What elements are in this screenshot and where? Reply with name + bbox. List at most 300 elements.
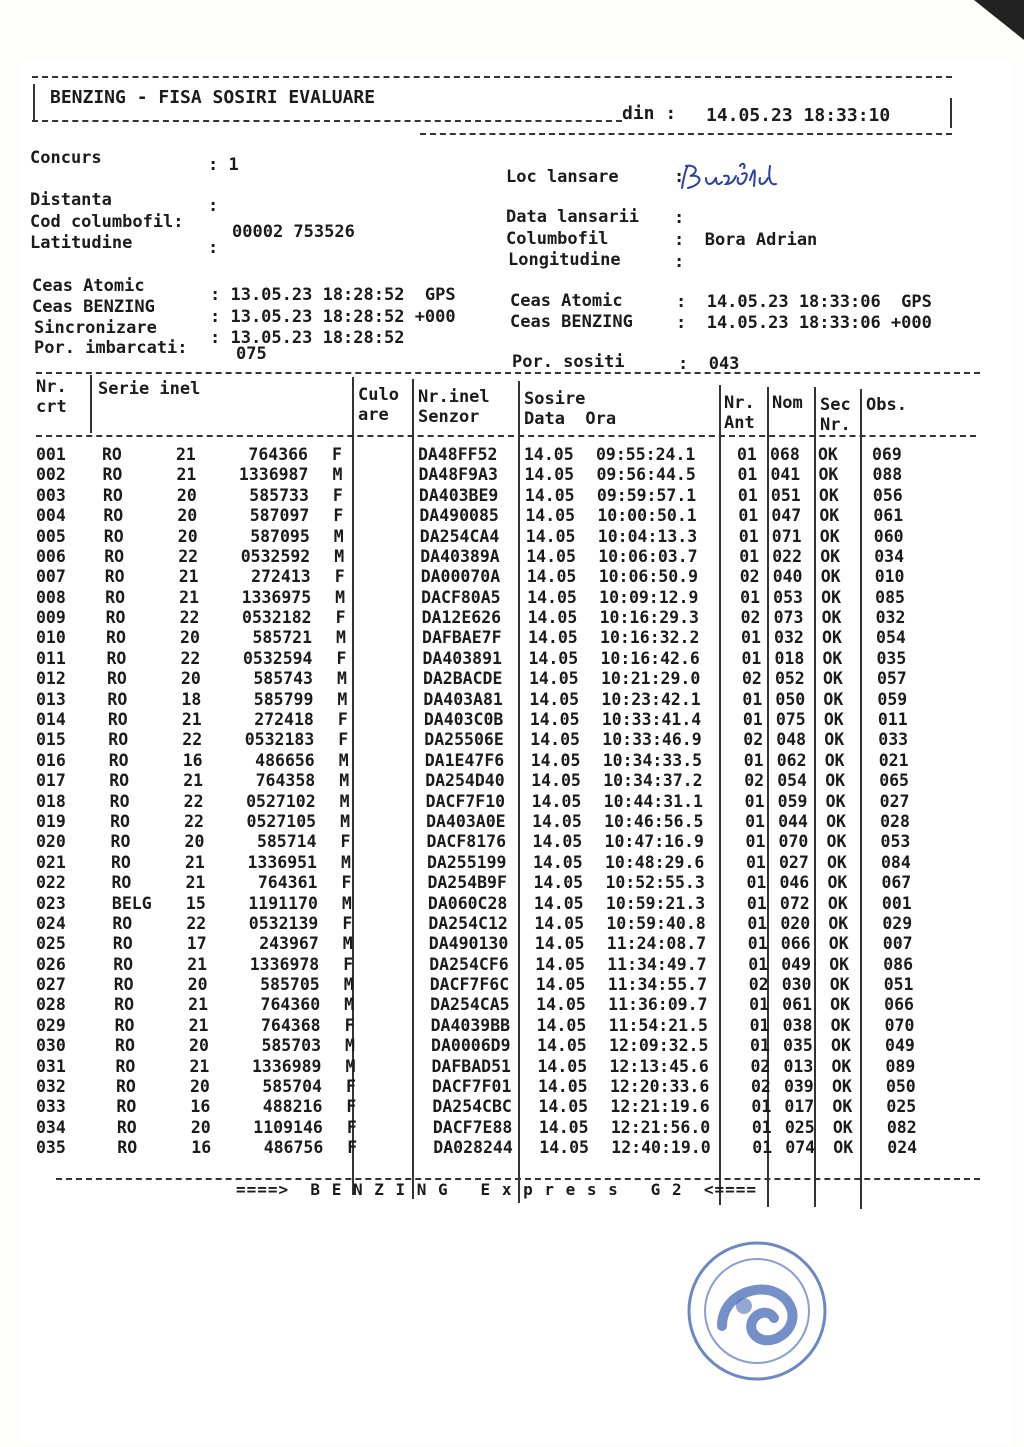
row-sensor: DA254CBC (432, 1097, 512, 1117)
row-country: RO (104, 546, 125, 566)
row-ant: 02 (739, 567, 760, 587)
row-sec: OK (830, 995, 851, 1015)
header-serie-inel: Serie inel (98, 379, 201, 399)
row-sex: M (339, 791, 350, 811)
row-nom: 020 (780, 913, 811, 933)
row-nom: 049 (781, 954, 812, 974)
row-obs: 051 (883, 975, 914, 995)
row-nom: 066 (780, 934, 811, 954)
longitudine-label: Longitudine (508, 250, 621, 270)
row-nom: 071 (771, 526, 802, 546)
row-sex: F (336, 648, 347, 668)
row-time: 10:59:21.3 (605, 893, 706, 913)
row-obs: 053 (880, 832, 911, 852)
row-ant: 01 (742, 689, 763, 709)
row-ant: 01 (749, 995, 770, 1015)
concurs-label: Concurs (30, 148, 102, 168)
row-sec: OK (822, 648, 843, 668)
row-ant: 01 (743, 750, 764, 770)
row-ring: 1336978 (249, 954, 320, 974)
row-ant: 01 (737, 465, 758, 485)
row-date: 14.05 (528, 669, 579, 689)
table-row (36, 506, 976, 526)
row-obs: 001 (881, 893, 912, 913)
row-time: 10:33:46.9 (602, 730, 702, 750)
row-time: 10:09:12.9 (599, 587, 699, 607)
row-sensor: DA490130 (428, 934, 509, 954)
row-sec: OK (832, 1097, 853, 1117)
row-obs: 028 (880, 811, 910, 831)
header-top-border (32, 76, 952, 78)
table-row (36, 648, 976, 668)
table-row (36, 689, 976, 709)
loc-lansare-label: Loc lansare (506, 167, 619, 187)
row-country: RO (108, 730, 129, 750)
table-body (36, 445, 976, 1158)
row-ring: 585743 (253, 669, 313, 689)
row-year: 15 (185, 893, 206, 913)
row-ring: 0532594 (242, 648, 313, 668)
row-ring: 1109146 (253, 1117, 323, 1137)
row-time: 10:16:42.6 (600, 648, 700, 668)
cod-columbofil-label: Cod columbofil: (30, 212, 184, 232)
row-country: RO (106, 669, 127, 689)
row-sec: OK (830, 1015, 851, 1035)
latitudine-value: : (208, 238, 219, 258)
row-obs: 010 (874, 567, 905, 587)
row-sec: OK (826, 832, 847, 852)
table-row (36, 952, 976, 972)
row-year: 20 (187, 975, 208, 995)
header-left-border (33, 84, 35, 120)
row-country: RO (102, 465, 123, 485)
row-nom: 040 (772, 567, 803, 587)
row-nom: 062 (776, 750, 807, 770)
row-sec: OK (827, 852, 847, 872)
row-sex: F (346, 1097, 357, 1117)
row-nr: 004 (36, 506, 66, 526)
row-date: 14.05 (530, 750, 581, 770)
header-mid-border (32, 120, 622, 122)
row-sensor: DA028244 (433, 1138, 513, 1158)
row-obs: 088 (872, 465, 903, 485)
row-date: 14.05 (537, 1076, 588, 1096)
row-year: 20 (180, 628, 200, 648)
table-row (36, 770, 976, 790)
row-sensor: DA48F9A3 (418, 465, 498, 485)
header-nom: Nom (772, 393, 803, 413)
row-nr: 017 (36, 771, 66, 791)
row-obs: 007 (882, 934, 913, 954)
header-nr-inel-senzor: Nr.inel Senzor (418, 387, 490, 427)
row-sensor: DA254C12 (428, 913, 508, 933)
row-sensor: DACF7F10 (425, 791, 506, 811)
row-date: 14.05 (538, 1097, 589, 1117)
row-obs: 059 (877, 689, 908, 709)
row-sex: F (346, 1117, 357, 1137)
table-row (36, 587, 976, 607)
row-sec: OK (819, 506, 840, 526)
row-nr: 021 (36, 852, 66, 872)
row-sensor: DACF8176 (426, 832, 507, 852)
row-year: 21 (187, 954, 208, 974)
row-sex: F (344, 1015, 355, 1035)
row-year: 16 (190, 1097, 211, 1117)
row-obs: 054 (876, 628, 906, 648)
row-sec: OK (824, 730, 845, 750)
row-time: 10:34:33.5 (602, 750, 703, 770)
row-obs: 067 (881, 873, 912, 893)
distanta-value: : (208, 196, 219, 216)
row-ring: 272418 (254, 710, 314, 730)
row-time: 10:06:50.9 (598, 567, 699, 587)
row-date: 14.05 (534, 934, 585, 954)
row-country: RO (113, 954, 134, 974)
row-year: 22 (178, 546, 199, 566)
row-sensor: DAFBAD51 (431, 1056, 511, 1076)
loc-lansare-value: : (674, 167, 685, 187)
row-year: 21 (176, 465, 197, 485)
row-nr: 020 (36, 832, 66, 852)
row-nom: 054 (777, 771, 807, 791)
row-ant: 01 (737, 445, 757, 464)
row-nom: 050 (775, 689, 806, 709)
row-year: 22 (179, 608, 200, 628)
row-time: 10:59:40.8 (606, 913, 706, 933)
row-country: RO (115, 1076, 136, 1096)
row-year: 21 (188, 1015, 209, 1035)
row-sec: OK (829, 975, 850, 995)
row-nr: 022 (36, 873, 66, 893)
row-ring: 585799 (253, 689, 314, 709)
row-nr: 008 (36, 587, 66, 607)
table-row (36, 486, 976, 506)
row-ring: 1336951 (247, 852, 317, 872)
row-obs: 070 (884, 1015, 915, 1035)
sositi-value: : 043 (678, 354, 740, 374)
row-nom: 027 (779, 852, 809, 872)
row-ring: 486656 (255, 750, 315, 770)
row-time: 09:56:44.5 (596, 465, 696, 485)
table-row (36, 1054, 976, 1074)
header-bottom-border (420, 133, 952, 135)
row-obs: 011 (877, 710, 908, 730)
row-time: 11:34:55.7 (607, 975, 708, 995)
concurs-value: : 1 (208, 155, 239, 175)
table-row (36, 668, 976, 688)
row-nom: 044 (778, 811, 808, 831)
row-country: RO (102, 485, 123, 505)
row-ring: 764368 (260, 1015, 321, 1035)
data-lansarii-label: Data lansarii (506, 207, 640, 227)
row-sex: M (336, 669, 347, 689)
row-year: 20 (176, 485, 197, 505)
row-country: RO (116, 1117, 137, 1137)
ceas-benzing-label: Ceas BENZING (32, 297, 155, 317)
row-nom: 073 (773, 608, 804, 628)
row-ant: 01 (746, 873, 767, 893)
row-year: 20 (177, 506, 198, 526)
row-ring: 0527105 (246, 811, 317, 831)
row-time: 12:20:33.6 (609, 1076, 710, 1096)
row-ring: 585714 (256, 832, 317, 852)
row-nr: 002 (36, 465, 66, 485)
row-country: RO (105, 587, 126, 607)
association-stamp (682, 1236, 832, 1386)
row-ant: 02 (743, 730, 764, 750)
handwritten-location-signature (676, 158, 796, 198)
row-sensor: DA403C0B (423, 710, 504, 730)
row-nr: 019 (36, 811, 66, 831)
row-sex: F (340, 832, 351, 852)
row-sec: OK (825, 771, 846, 791)
sositi-label: Por. sositi (512, 352, 625, 372)
row-ant: 02 (750, 1076, 771, 1096)
row-ring: 764361 (257, 873, 318, 893)
row-ring: 486756 (263, 1138, 324, 1158)
row-sec: OK (824, 750, 845, 770)
row-obs: 089 (885, 1056, 916, 1076)
row-sex: M (340, 811, 351, 831)
date-label: din : (622, 103, 677, 124)
row-sex: M (341, 893, 352, 913)
row-date: 14.05 (528, 648, 579, 668)
row-ring: 488216 (262, 1097, 323, 1117)
row-sensor: DA0006D9 (431, 1036, 511, 1056)
row-ant: 01 (751, 1097, 772, 1117)
row-time: 10:48:29.6 (605, 852, 705, 872)
row-nr: 033 (36, 1097, 66, 1117)
sincronizare-value: : 13.05.23 18:28:52 (210, 328, 405, 348)
row-time: 10:16:32.2 (600, 628, 700, 648)
row-nom: 047 (771, 506, 802, 526)
row-year: 22 (180, 648, 201, 668)
row-sensor: DA00070A (420, 567, 501, 587)
row-sec: OK (821, 608, 842, 628)
row-sex: F (335, 608, 346, 628)
row-sec: OK (820, 567, 841, 587)
row-nom: 032 (774, 628, 804, 648)
row-ring: 764360 (260, 995, 321, 1015)
row-ring: 764366 (248, 445, 308, 464)
row-sensor: DA254D40 (425, 771, 505, 791)
row-country: RO (109, 771, 130, 791)
row-country: BELG (111, 893, 152, 913)
row-sensor: DA12E626 (421, 608, 502, 628)
row-obs: 033 (878, 730, 909, 750)
table-row (36, 973, 976, 993)
row-date: 14.05 (534, 913, 585, 933)
row-ring: 1191170 (248, 893, 318, 913)
row-date: 14.05 (538, 1117, 589, 1137)
row-country: RO (114, 1015, 135, 1035)
row-time: 10:16:29.3 (599, 608, 699, 628)
row-ant: 01 (741, 648, 762, 668)
row-date: 14.05 (530, 730, 580, 750)
row-nr: 009 (36, 608, 66, 628)
row-ant: 01 (747, 934, 768, 954)
row-ant: 01 (742, 710, 763, 730)
row-sex: F (347, 1138, 358, 1158)
row-sec: OK (828, 934, 849, 954)
row-sex: F (337, 710, 348, 730)
table-row (36, 445, 976, 465)
row-year: 16 (191, 1138, 212, 1158)
ceas-benzing-value: : 13.05.23 18:28:52 +000 (210, 307, 456, 327)
table-row (36, 546, 976, 566)
row-date: 14.05 (536, 1015, 587, 1035)
row-date: 14.05 (537, 1036, 587, 1056)
row-sec: OK (833, 1138, 854, 1158)
row-ant: 02 (744, 771, 765, 791)
row-sec: OK (831, 1036, 851, 1056)
row-ring: 0532592 (240, 546, 311, 566)
row-time: 10:00:50.1 (597, 506, 697, 526)
row-ant: 01 (751, 1117, 772, 1137)
longitudine-value: : (674, 252, 685, 272)
row-time: 09:59:57.1 (596, 485, 697, 505)
table-row (36, 526, 976, 546)
row-date: 14.05 (524, 485, 575, 505)
row-obs: 084 (881, 852, 911, 872)
row-sensor: DA254CF6 (429, 954, 509, 974)
row-ring: 585704 (262, 1076, 322, 1096)
data-lansarii-value: : (674, 208, 685, 228)
row-obs: 027 (879, 791, 910, 811)
row-obs: 025 (886, 1097, 917, 1117)
col-divider-1 (90, 375, 92, 433)
row-ant: 02 (741, 669, 762, 689)
row-year: 21 (185, 873, 206, 893)
row-nr: 016 (36, 750, 66, 770)
table-row (36, 628, 976, 648)
row-nom: 030 (781, 975, 812, 995)
row-sensor: DA40389A (420, 546, 500, 566)
table-row (36, 1074, 976, 1094)
table-row (36, 831, 976, 851)
table-row (36, 993, 976, 1013)
row-nom: 022 (772, 546, 803, 566)
row-sex: F (341, 873, 352, 893)
row-nom: 041 (770, 465, 801, 485)
row-time: 12:21:19.6 (610, 1097, 710, 1117)
row-time: 11:34:49.7 (607, 954, 707, 974)
table-row (36, 1095, 976, 1115)
row-country: RO (115, 1036, 135, 1056)
header-separator (36, 435, 976, 437)
row-country: RO (113, 975, 134, 995)
row-obs: 065 (879, 771, 909, 791)
row-obs: 085 (875, 587, 905, 607)
row-year: 18 (181, 689, 202, 709)
row-time: 10:23:42.1 (601, 689, 701, 709)
row-sex: F (333, 506, 344, 526)
row-nom: 074 (785, 1138, 816, 1158)
row-country: RO (117, 1138, 138, 1158)
row-nom: 039 (783, 1076, 814, 1096)
row-obs: 021 (878, 750, 909, 770)
row-ant: 01 (744, 791, 765, 811)
row-sec: OK (822, 628, 842, 648)
row-ant: 01 (747, 913, 768, 933)
row-nr: 015 (36, 730, 66, 750)
row-country: RO (115, 1056, 136, 1076)
row-nom: 018 (774, 648, 805, 668)
arrivals-table (36, 377, 976, 1158)
row-nom: 017 (784, 1097, 815, 1117)
row-nr: 035 (36, 1138, 66, 1158)
row-time: 10:44:31.1 (603, 791, 703, 811)
row-sec: OK (821, 587, 842, 607)
header-nr-crt: Nr. crt (36, 377, 67, 417)
row-year: 21 (176, 445, 196, 464)
row-sex: M (339, 771, 350, 791)
row-ant: 01 (738, 506, 759, 526)
row-country: RO (106, 648, 127, 668)
row-sec: OK (825, 791, 846, 811)
row-sensor: DACF7F01 (431, 1076, 512, 1096)
row-nom: 072 (779, 893, 810, 913)
row-country: RO (116, 1097, 137, 1117)
row-ring: 587095 (250, 526, 310, 546)
imbarcati-label: Por. imbarcati: (34, 338, 188, 358)
columbofil-value: : Bora Adrian (674, 230, 818, 250)
row-sex: M (337, 689, 348, 709)
row-sex: F (345, 1076, 356, 1096)
row-sec: OK (829, 954, 850, 974)
row-ring: 0532139 (248, 913, 319, 933)
row-sec: OK (818, 445, 838, 464)
sincronizare-label: Sincronizare (34, 318, 157, 338)
row-sex: M (332, 465, 343, 485)
row-sex: M (341, 852, 351, 872)
row-year: 21 (185, 852, 205, 872)
row-year: 20 (189, 1036, 209, 1056)
row-ant: 01 (741, 628, 761, 648)
row-nr: 034 (36, 1117, 66, 1137)
row-country: RO (105, 608, 126, 628)
row-time: 10:46:56.5 (604, 811, 704, 831)
row-nom: 051 (770, 485, 801, 505)
row-sensor: DA403A0E (426, 811, 506, 831)
row-time: 11:54:21.5 (608, 1015, 708, 1035)
row-sex: F (342, 913, 353, 933)
row-sensor: DA48FF52 (418, 445, 498, 464)
row-sex: F (332, 485, 343, 505)
row-ring: 272413 (251, 567, 311, 587)
row-date: 14.05 (535, 954, 585, 974)
row-date: 14.05 (537, 1056, 588, 1076)
table-row (36, 851, 976, 871)
header-right-border (950, 98, 952, 128)
row-sec: OK (820, 546, 841, 566)
row-ant: 02 (748, 975, 769, 995)
row-date: 14.05 (532, 811, 582, 831)
row-nom: 053 (773, 587, 803, 607)
row-nr: 024 (36, 913, 66, 933)
ceas-atomic-2-value: : 14.05.23 18:33:06 GPS (676, 292, 932, 312)
row-year: 20 (180, 669, 201, 689)
row-year: 22 (186, 913, 207, 933)
table-row (36, 871, 976, 891)
table-row (36, 892, 976, 912)
table-row (36, 810, 976, 830)
row-year: 21 (188, 995, 209, 1015)
row-nr: 029 (36, 1015, 66, 1035)
row-nr: 026 (36, 954, 66, 974)
table-row (36, 465, 976, 485)
row-nr: 025 (36, 934, 66, 954)
